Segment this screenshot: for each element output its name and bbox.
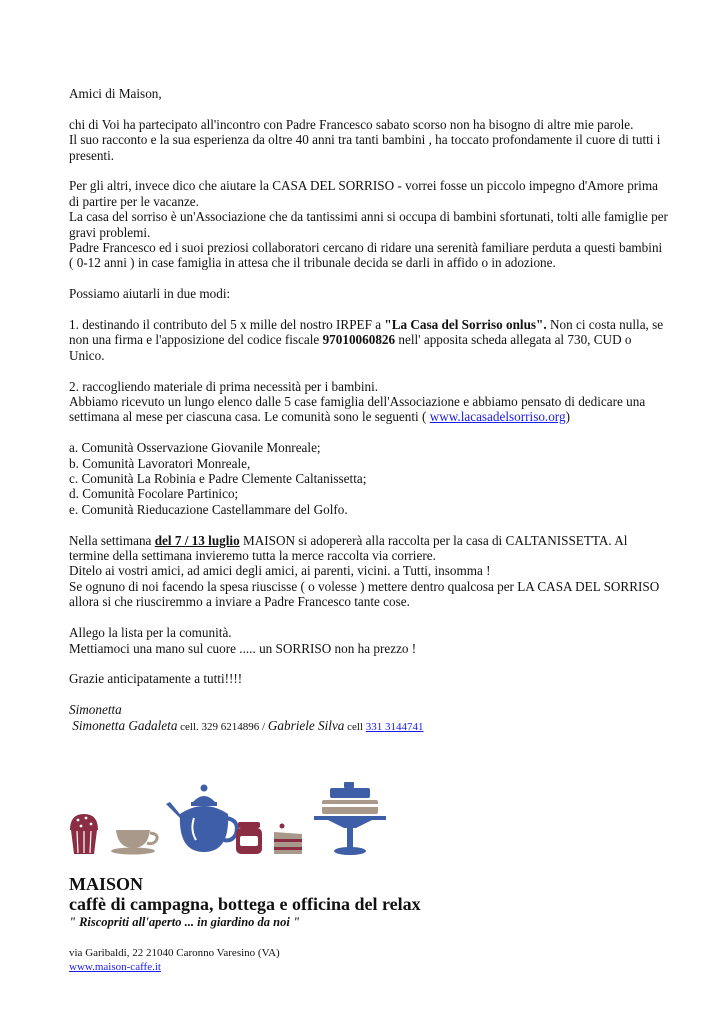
signature-contacts: Simonetta Gadaleta cell. 329 6214896 / Gabriele Silva cell 331 3144741 [72, 717, 424, 733]
paragraph-ways: Possiamo aiutarli in due modi: [69, 286, 231, 302]
method-two-details: Abbiamo ricevuto un lungo elenco dalle 5 case famiglia dell'Associazione e abbiamo pensato di dedicare una settimana al mese per ciascuna casa. Le comunità sono le seguenti ( www.lacasadelsorriso.org) [69, 394, 646, 425]
letter-body [69, 86, 669, 735]
brand-motto: " Riscopriti all'aperto ... in giardino da noi " [69, 915, 300, 929]
cupcake-icon [70, 814, 98, 854]
paragraph-shopping: Se ognuno di noi facendo la spesa riuscisse ( o volesse ) mettere dentro qualcosa per LA CASA DEL SORRISO allora si che riusciremmo a inviare a Padre Francesco tante cose. [69, 578, 660, 610]
paragraph-attachment: Allego la lista per la comunità. [69, 625, 232, 641]
paragraph-story: Il suo racconto e la sua esperienza da oltre 40 anni tra tanti bambini , ha toccato profondamente il cuore di tutti i presenti. [69, 132, 661, 163]
community-item: b. Comunità Lavoratori Monreale, [69, 455, 251, 471]
company-footer [69, 874, 669, 974]
teacup-icon [111, 830, 157, 855]
method-two: 2. raccogliendo materiale di prima necessità per i bambini. [69, 378, 379, 394]
cake-stand-icon [314, 782, 386, 855]
cafe-illustration [66, 778, 396, 862]
association-website-link[interactable]: www.lacasadelsorriso.org [429, 409, 566, 425]
collection-week: Nella settimana del 7 / 13 luglio MAISON si adopererà alla raccolta per la casa di CALTANISSETTA. Al termine della settimana invieremo tutta la merce raccolta via corriere. [69, 532, 628, 564]
phone-link[interactable]: 331 3144741 [365, 720, 424, 733]
address: via Garibaldi, 22 21040 Caronno Varesino (VA) [69, 947, 280, 959]
thanks: Grazie anticipatamente a tutti!!!! [69, 671, 243, 687]
signature-name: Simonetta [69, 702, 122, 718]
cake-slice-icon [274, 824, 302, 855]
beneficiary-name: "La Casa del Sorriso onlus". [384, 317, 547, 333]
paragraph-intro: chi di Voi ha partecipato all'incontro con Padre Francesco sabato scorso non ha bisogno di altre mie parole. [69, 116, 634, 132]
website-link[interactable]: www.maison-caffe.it [69, 961, 161, 973]
brand-name: MAISON [69, 874, 144, 894]
method-one: 1. destinando il contributo del 5 x mille del nostro IRPEF a "La Casa del Sorriso onlus". Non ci costa nulla, se non una firma e l'apposizione del codice fiscale 97010060826 nell' apposita scheda allegata al 730, CUD o Unico. [69, 317, 664, 363]
week-dates: del 7 / 13 luglio [154, 532, 240, 548]
paragraph-association: La casa del sorriso è un'Associazione che da tantissimi anni si occupa di bambini sfortunati, tolti alle famiglie per gravi problemi. [69, 209, 668, 240]
paragraph-mission: Padre Francesco ed i suoi preziosi collaboratori cercano di ridare una serenità familiare perduta a questi bambini ( 0-12 anni ) in case famiglia in attesa che il tribunale decida se darli in affido o in adozione. [69, 240, 663, 271]
fiscal-code: 97010060826 [322, 332, 396, 348]
jam-jar-icon [236, 822, 262, 854]
community-item: e. Comunità Rieducazione Castellammare del Golfo. [69, 501, 348, 517]
teapot-icon [166, 785, 237, 853]
community-item: a. Comunità Osservazione Giovanile Monreale; [69, 440, 321, 456]
community-item: d. Comunità Focolare Partinico; [69, 486, 239, 502]
paragraph-share: Ditelo ai vostri amici, ad amici degli amici, ai parenti, vicini. a Tutti, insomma ! [69, 563, 491, 579]
greeting: Amici di Maison, [69, 86, 162, 101]
paragraph-appeal: Per gli altri, invece dico che aiutare la CASA DEL SORRISO - vorrei fosse un piccolo impegno d'Amore prima di partire per le vacanze. [69, 178, 658, 209]
paragraph-heart: Mettiamoci una mano sul cuore ..... un SORRISO non ha prezzo ! [69, 640, 417, 656]
community-item: c. Comunità La Robinia e Padre Clemente Caltanissetta; [69, 471, 367, 487]
brand-tagline: caffè di campagna, bottega e officina del relax [69, 894, 421, 914]
